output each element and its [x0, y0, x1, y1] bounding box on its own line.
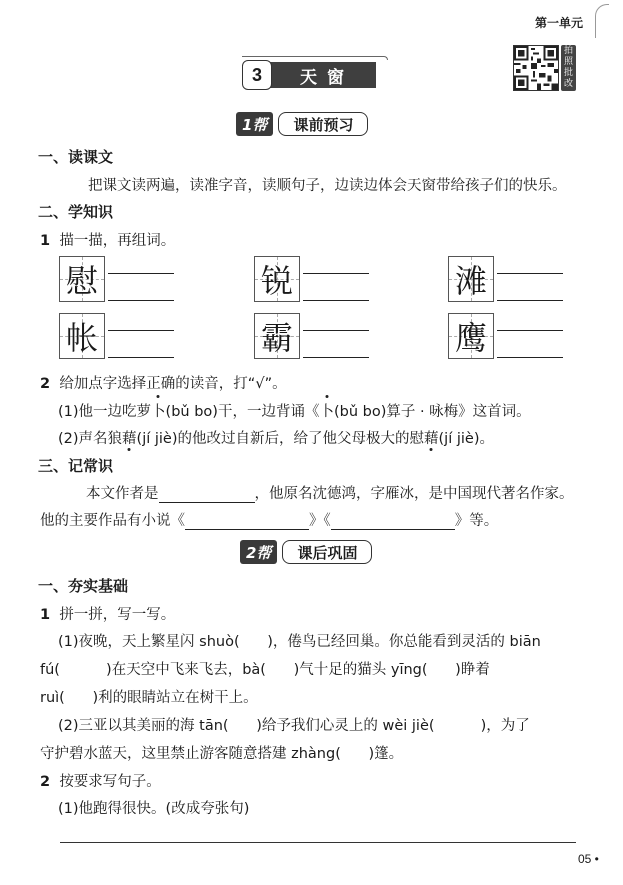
trace-character: 锐: [260, 262, 293, 300]
pinyin-choice[interactable]: (jí jiè)。: [438, 431, 494, 447]
word-blank[interactable]: [108, 300, 174, 301]
text-segment: (2)声名狼: [58, 431, 123, 447]
page-number: 05 •: [578, 852, 599, 866]
text-segment: 》等。: [454, 513, 499, 529]
character-grid[interactable]: [448, 256, 494, 302]
character-grid[interactable]: [59, 256, 105, 302]
text-segment: 本文作者是: [86, 486, 159, 502]
help-label: 课前预习: [278, 112, 368, 136]
lesson-title-banner: [242, 60, 376, 90]
dotted-character: 藉: [424, 427, 439, 448]
character-grid[interactable]: [448, 313, 494, 359]
question-2: [40, 770, 161, 791]
question-text: 按要求写句子。: [59, 774, 161, 790]
instruction-text: 把课文读两遍，读准字音，读顺句子，边读边体会天窗带给孩子们的快乐。: [88, 178, 567, 194]
dotted-character: 藉: [122, 427, 137, 448]
help-badge: 2帮: [240, 540, 277, 564]
word-blank[interactable]: [497, 357, 563, 358]
word-blank[interactable]: [108, 330, 174, 331]
text-segment: ，他原名沈德鸿，字雁冰，是中国现代著名作家。: [254, 486, 574, 502]
author-blank[interactable]: [159, 487, 255, 503]
pinyin-line-5[interactable]: 守护碧水蓝天，这里禁止游客随意搭建 zhàng( )篷。: [40, 746, 404, 762]
word-blank[interactable]: [303, 357, 369, 358]
section-heading: 三、记常识: [38, 457, 114, 475]
question-number: 1: [40, 233, 51, 249]
word-blank[interactable]: [303, 300, 369, 301]
trace-character: 鹰: [454, 319, 487, 357]
section-heading: 二、学知识: [38, 203, 114, 221]
dotted-character: 卜: [319, 400, 334, 421]
question-2: [40, 372, 287, 393]
word-blank[interactable]: [497, 330, 563, 331]
help-label: 课后巩固: [282, 540, 372, 564]
pinyin-line-2[interactable]: fú( )在天空中飞来飞去，bà( )气十足的猫头 yīng( )睁着: [40, 662, 490, 678]
question-text: 拼一拼，写一写。: [59, 607, 176, 623]
knowledge-line-2: [40, 509, 498, 530]
character-grid[interactable]: [254, 256, 300, 302]
text-segment: (1)他一边吃萝: [58, 404, 152, 420]
text-segment: 》《: [309, 513, 331, 529]
question-1: [40, 229, 175, 250]
page-corner-decoration: [595, 4, 609, 38]
question-text: 描一描，再组词。: [59, 233, 176, 249]
trace-character: 滩: [454, 262, 487, 300]
novel-blank-2[interactable]: [331, 514, 455, 530]
qr-code-icon[interactable]: [513, 45, 559, 91]
help-badge: 1帮: [236, 112, 273, 136]
dotted-character: 卜: [151, 400, 166, 421]
trace-character: 帐: [65, 319, 98, 357]
question-text: 给加点字选择正确的读音，打“√”。: [59, 376, 287, 392]
pinyin-line-4[interactable]: (2)三亚以其美丽的海 tān( )给予我们心灵上的 wèi jiè( )，为了: [58, 718, 530, 734]
sentence-task-1: (1)他跑得很快。(改成夸张句): [58, 801, 250, 817]
section-heading: 一、读课文: [38, 148, 114, 166]
novel-blank-1[interactable]: [185, 514, 309, 530]
footer-divider: [60, 842, 576, 843]
lesson-number: 3: [242, 60, 272, 90]
trace-character: 慰: [65, 262, 98, 300]
pinyin-choice[interactable]: (bǔ bo)干，一边背诵《: [165, 404, 320, 420]
lesson-title: 天窗: [268, 62, 376, 88]
word-blank[interactable]: [497, 300, 563, 301]
word-blank[interactable]: [303, 273, 369, 274]
pinyin-choice[interactable]: (bǔ bo)算子 · 咏梅》这首词。: [333, 404, 531, 420]
section-banner-2: [240, 540, 372, 564]
pinyin-line-3[interactable]: ruì( )利的眼睛站立在树干上。: [40, 690, 258, 706]
pronunciation-item-1: [58, 400, 531, 421]
question-1: [40, 603, 175, 624]
word-blank[interactable]: [303, 330, 369, 331]
character-grid[interactable]: [59, 313, 105, 359]
photo-grading-tag[interactable]: 拍照批改: [561, 45, 576, 91]
word-blank[interactable]: [108, 273, 174, 274]
character-grid[interactable]: [254, 313, 300, 359]
pronunciation-item-2: [58, 427, 494, 448]
question-number: 1: [40, 607, 51, 623]
section-heading: 一、夯实基础: [38, 577, 129, 595]
section-banner-1: [236, 112, 368, 136]
question-number: 2: [40, 774, 51, 790]
pinyin-choice[interactable]: (jí jiè)的他改过自新后，给了他父母极大的慰: [136, 431, 425, 447]
question-number: 2: [40, 376, 51, 392]
unit-label: 第一单元: [534, 16, 583, 30]
knowledge-line-1: [86, 482, 574, 503]
word-blank[interactable]: [108, 357, 174, 358]
word-blank[interactable]: [497, 273, 563, 274]
pinyin-line-1[interactable]: (1)夜晚，天上繁星闪 shuò( )，倦鸟已经回巢。你总能看到灵活的 biān: [58, 634, 541, 650]
trace-character: 霸: [260, 319, 293, 357]
text-segment: 他的主要作品有小说《: [40, 513, 185, 529]
